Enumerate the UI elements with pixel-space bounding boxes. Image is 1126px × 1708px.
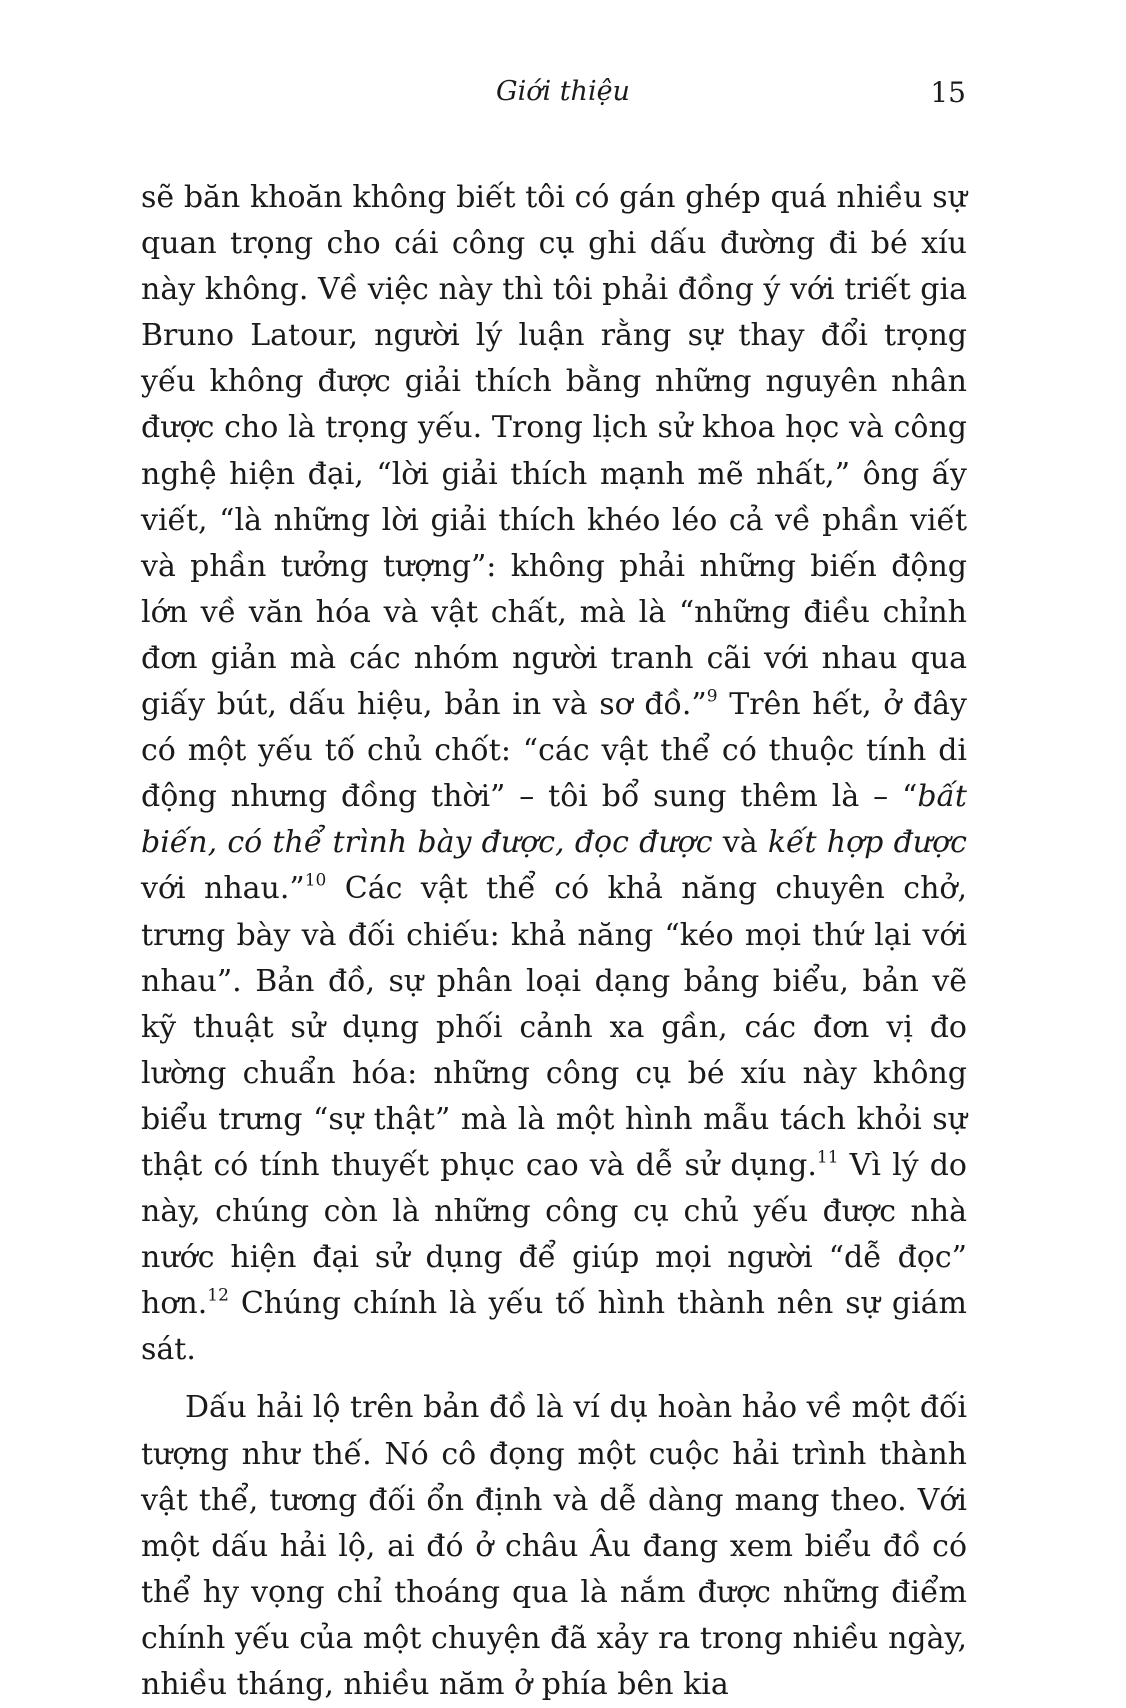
paragraph-1-text-2: Trên hết, ở đây có một yếu tố chủ chốt: “các vật thể có thuộc tính di động nhưng đồng thời” – tôi bổ sung thêm là – “ — [141, 687, 967, 815]
paragraph-1-text-1: sẽ băn khoăn không biết tôi có gán ghép quá nhiều sự quan trọng cho cái công cụ ghi dấu đường đi bé xíu này không. Về việc này thì tôi phải đồng ý với triết gia Bruno Latour, người lý luận rằng sự thay đổi trọng yếu không được giải thích bằng những nguyên nhân được cho là trọng yếu. Trong lịch sử khoa học và công nghệ hiện đại, “lời giải thích mạnh mẽ nhất,” ông ấy viết, “là những lời giải thích khéo léo cả về phần viết và phần tưởng tượng”: không phải những biến động lớn về văn hóa và vật chất, mà là “những điều chỉnh đơn giản mà các nhóm người tranh cãi với nhau qua giấy bút, dấu hiệu, bản in và sơ đồ.” — [141, 180, 967, 723]
body-text — [141, 175, 967, 1708]
footnote-ref-12: 12 — [207, 1285, 229, 1306]
footnote-ref-11: 11 — [816, 1147, 839, 1168]
paragraph-1-text-4: với nhau.” — [141, 871, 305, 907]
paragraph-2: Dấu hải lộ trên bản đồ là ví dụ hoàn hảo về một đối tượng như thế. Nó cô đọng một cuộc hải trình thành vật thể, tương đối ổn định và dễ dàng mang theo. Với một dấu hải lộ, ai đó ở châu Âu đang xem biểu đồ có thể hy vọng chỉ thoáng qua là nắm được những điểm chính yếu của một chuyện đã xảy ra trong nhiều ngày, nhiều tháng, nhiều năm ở phía bên kia — [141, 1390, 967, 1702]
footnote-ref-9: 9 — [706, 686, 718, 707]
paragraph-1-italic-1: bất biến, có thể trình bày được, đọc được — [141, 779, 967, 861]
paragraph-1-italic-2: kết hợp được — [767, 825, 967, 861]
paragraph-1-text-6: Vì lý do này, chúng còn là những công cụ chủ yếu được nhà nước hiện đại sử dụng để giúp mọi người “dễ đọc” hơn. — [141, 1147, 967, 1322]
paragraph-1 — [141, 175, 967, 1373]
running-head — [0, 70, 1126, 110]
paragraph-1-text-7: Chúng chính là yếu tố hình thành nên sự giám sát. — [141, 1286, 967, 1368]
running-title: Giới thiệu — [496, 76, 630, 107]
paragraph-1-text-3: và — [712, 825, 768, 861]
footnote-ref-10: 10 — [304, 870, 327, 891]
page-number: 15 — [930, 76, 966, 109]
paragraph-1-text-5: Các vật thể có khả năng chuyên chở, trưng bày và đối chiếu: khả năng “kéo mọi thứ lại với nhau”. Bản đồ, sự phân loại dạng bảng biểu, bản vẽ kỹ thuật sử dụng phối cảnh xa gần, các đơn vị đo lường chuẩn hóa: những công cụ bé xíu này không biểu trưng “sự thật” mà là một hình mẫu tách khỏi sự thật có tính thuyết phục cao và dễ sử dụng. — [141, 871, 967, 1183]
